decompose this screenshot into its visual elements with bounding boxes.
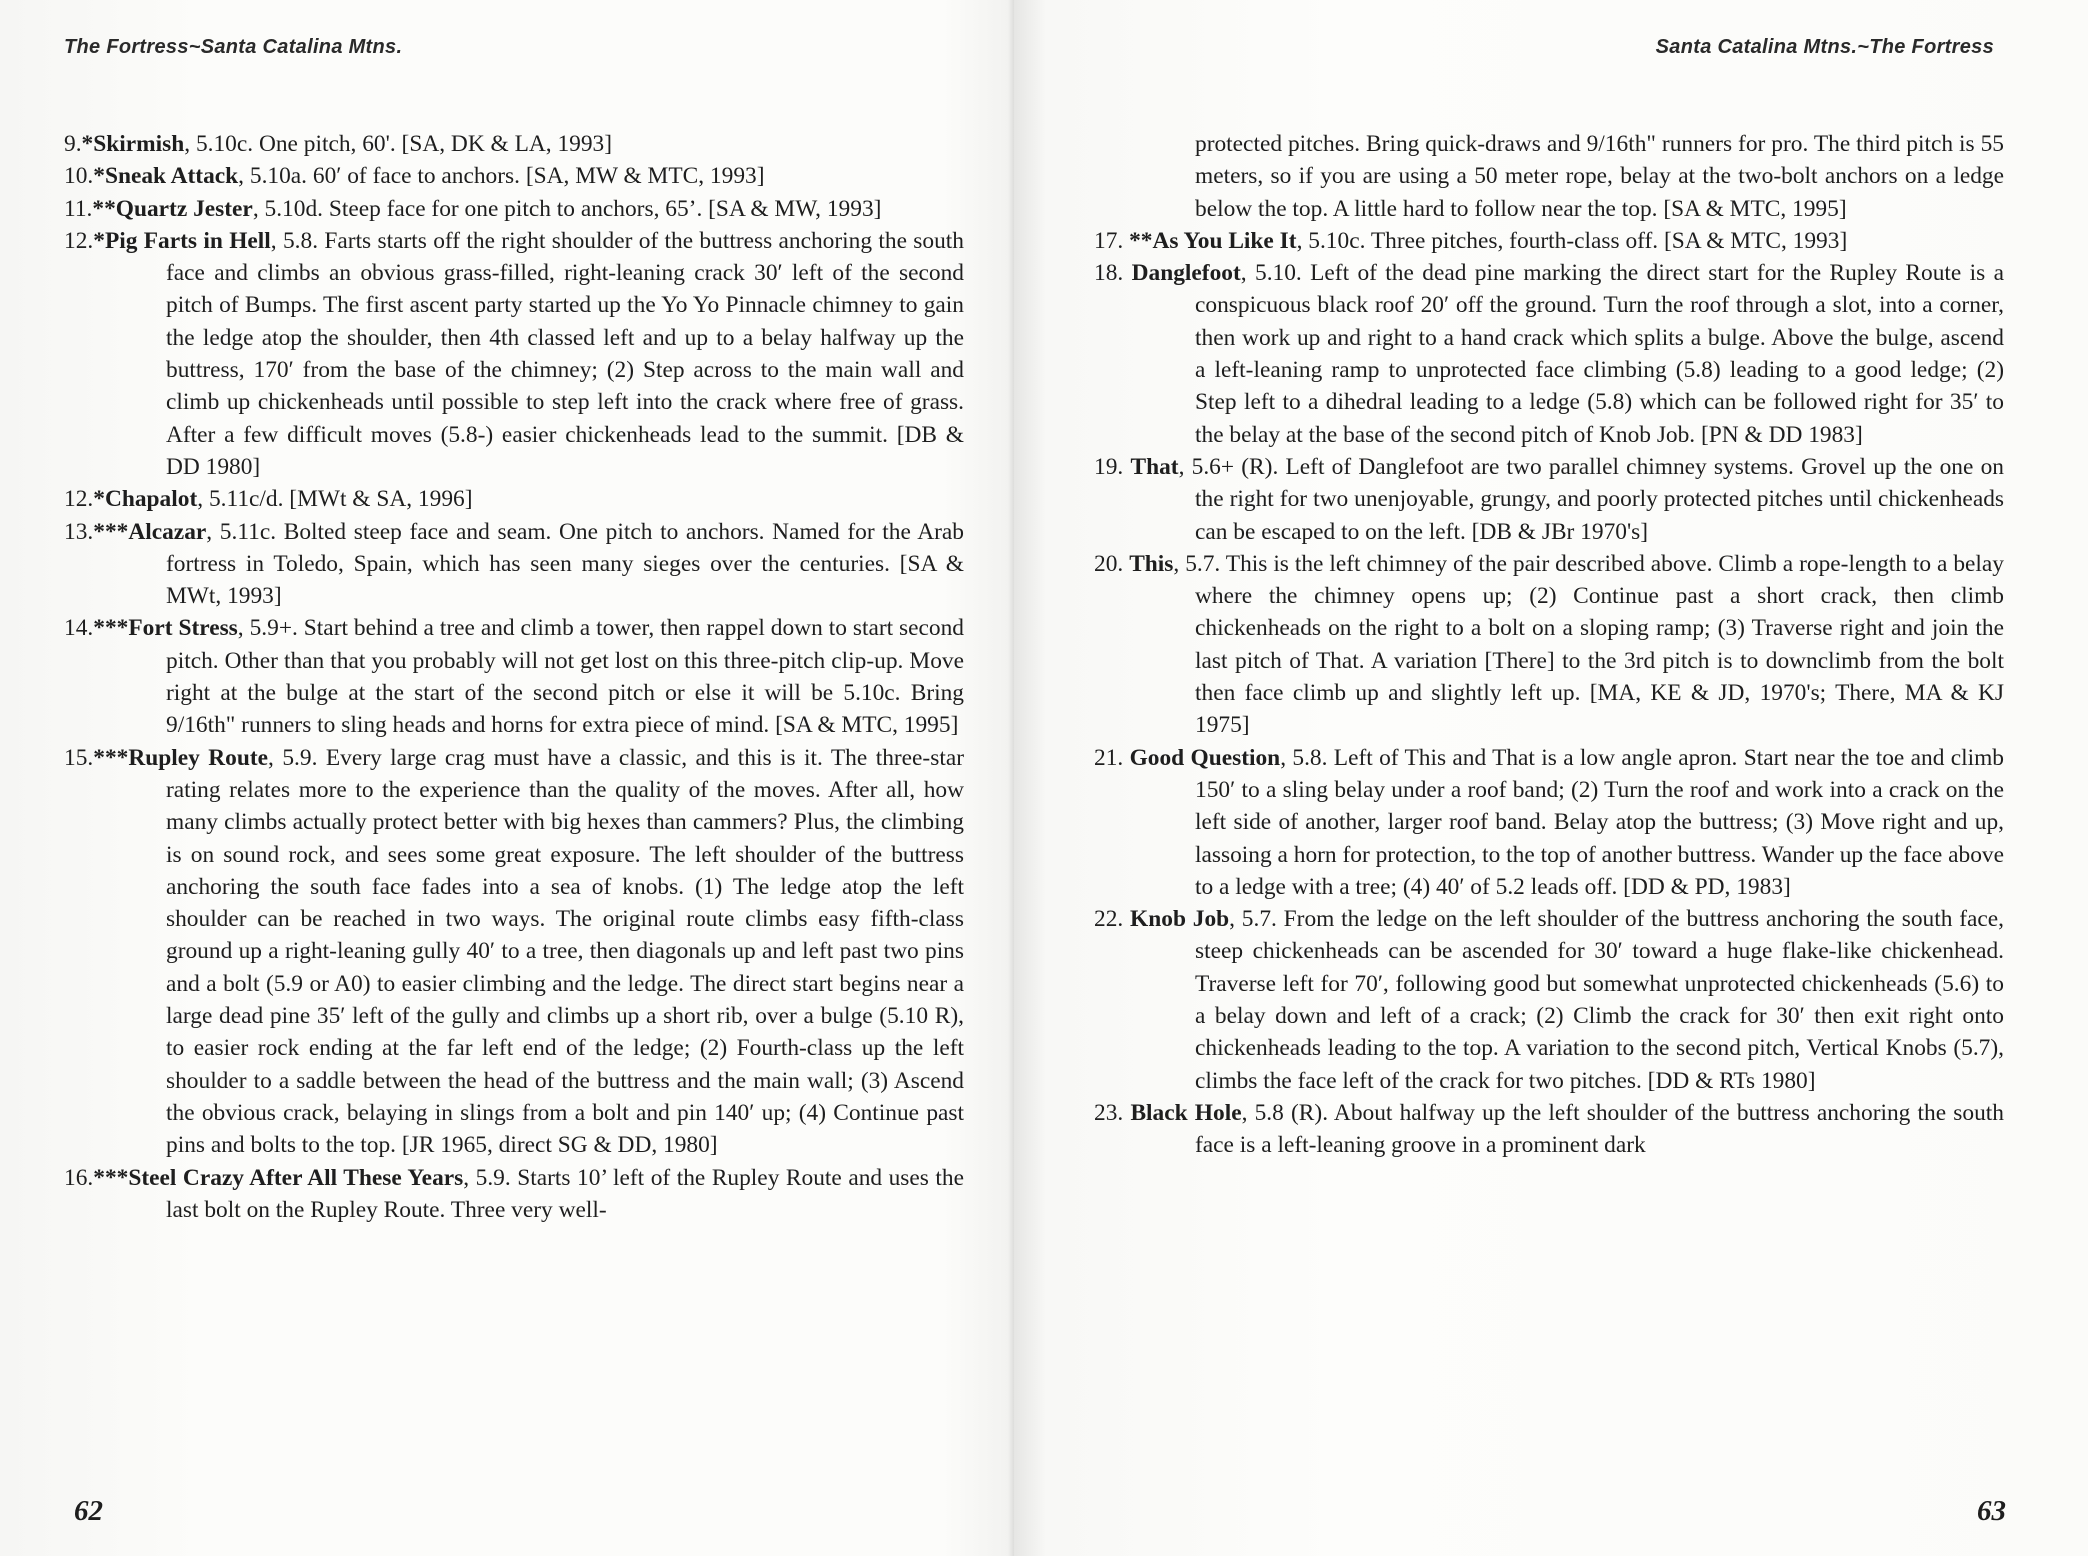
route-entry bbox=[64, 1162, 964, 1227]
route-name: Chapalot bbox=[104, 486, 198, 513]
page-number: 63 bbox=[1977, 1495, 2006, 1527]
route-name: This bbox=[1129, 550, 1174, 577]
route-entry bbox=[64, 742, 964, 1162]
route-number: 21. bbox=[1094, 744, 1124, 771]
route-entry bbox=[64, 612, 964, 741]
route-name: Sneak Attack bbox=[104, 163, 239, 190]
route-description: , 5.11c. Bolted steep face and seam. One pitch to anchors. Named for the Arab fortress in Toledo, Spain, which has seen many sieges over the centuries. [SA & MWt, 1993] bbox=[166, 518, 964, 610]
route-name: Knob Job bbox=[1130, 906, 1230, 933]
route-name: Quartz Jester bbox=[115, 195, 253, 222]
route-name: Rupley Route bbox=[128, 744, 269, 771]
running-head: Santa Catalina Mtns.~The Fortress bbox=[1655, 36, 1994, 58]
route-description: , 5.10c. One pitch, 60'. [SA, DK & LA, 1993] bbox=[184, 131, 613, 157]
route-number: 15. bbox=[64, 744, 94, 771]
route-entry bbox=[1094, 225, 2004, 257]
route-stars: ** bbox=[92, 195, 116, 222]
route-name: Good Question bbox=[1129, 744, 1281, 771]
route-description: , 5.10c. Three pitches, fourth-class off. [SA & MTC, 1993] bbox=[1296, 227, 1848, 254]
route-number: 10. bbox=[64, 163, 94, 190]
route-list bbox=[64, 128, 964, 1226]
route-name: Skirmish bbox=[93, 131, 185, 157]
route-description: , 5.9. Starts 10’ left of the Rupley Route and uses the last bolt on the Rupley Route. Three very well- bbox=[166, 1164, 964, 1223]
route-entry bbox=[1094, 742, 2004, 903]
route-stars: ** bbox=[1129, 227, 1153, 254]
route-name: Danglefoot bbox=[1131, 260, 1241, 287]
route-entry bbox=[1094, 548, 2004, 742]
route-stars: * bbox=[81, 131, 94, 157]
route-description: , 5.10d. Steep face for one pitch to anchors, 65’. [SA & MW, 1993] bbox=[252, 195, 882, 222]
route-list bbox=[1094, 128, 2004, 1162]
route-stars: * bbox=[93, 227, 105, 254]
route-entry bbox=[64, 193, 964, 225]
route-number: 14. bbox=[64, 615, 94, 642]
route-stars: *** bbox=[93, 518, 129, 545]
route-description: , 5.9. Every large crag must have a classic, and this is it. The three-star rating relates more to the experience than the quality of the moves. After all, how many climbs actually protect better with big hexes than cammers? Plus, the climbing is on sound rock, and sees some great exposure. The left shoulder of the buttress anchoring the south face fades into a sea of knobs. (1) The ledge atop the left shoulder can be reached in two ways. The original route climbs easy fifth-class ground up a right-leaning gully 40′ to a tree, then diagonals up and left past two pins and a bolt (5.9 or A0) to easier climbing and the ledge. The direct start begins near a large dead pine 35′ left of the gully and climbs up a short rib, over a bulge (5.10 R), to easier rock ending at the far left end of the ledge; (2) Fourth-class up the left shoulder to a saddle between the head of the buttress and the main wall; (3) Ascend the obvious crack, belaying in slings from a bolt and pin 140′ up; (4) Continue past pins and bolts to the top. [JR 1965, direct SG & DD, 1980] bbox=[166, 744, 964, 1159]
route-entry bbox=[1094, 1097, 2004, 1162]
route-number: 9. bbox=[64, 131, 82, 157]
route-name: Fort Stress bbox=[128, 615, 238, 642]
running-head: The Fortress~Santa Catalina Mtns. bbox=[64, 36, 403, 58]
route-name: Steel Crazy After All These Years bbox=[128, 1164, 464, 1191]
route-number: 19. bbox=[1094, 453, 1124, 480]
route-description: , 5.10a. 60′ of face to anchors. [SA, MW & MTC, 1993] bbox=[238, 163, 765, 190]
route-number: 12. bbox=[64, 227, 94, 254]
route-stars: *** bbox=[93, 744, 129, 771]
route-description: , 5.8. Left of This and That is a low angle apron. Start near the toe and climb 150′ to a sling belay under a roof band; (2) Turn the roof and work into a crack on the left side of another, larger roof band. Belay atop the buttress; (3) Move right and up, lassoing a horn for protection, to the top of another buttress. Wander up the face above to a ledge with a tree; (4) 40′ of 5.2 leads off. [DD & PD, 1983] bbox=[1195, 744, 2005, 900]
route-name: Alcazar bbox=[128, 518, 207, 545]
route-entry bbox=[64, 225, 964, 483]
route-entry bbox=[1094, 257, 2004, 451]
route-number: 20. bbox=[1094, 550, 1124, 577]
route-stars: *** bbox=[93, 615, 129, 642]
route-name: As You Like It bbox=[1152, 227, 1297, 254]
route-description: , 5.11c/d. [MWt & SA, 1996] bbox=[197, 486, 473, 513]
route-number: 22. bbox=[1094, 906, 1124, 933]
route-description: , 5.8 (R). About halfway up the left shoulder of the buttress anchoring the south face is a left-leaning groove in a prominent dark bbox=[1195, 1099, 2004, 1159]
route-name: Pig Farts in Hell bbox=[104, 227, 271, 254]
route-description: , 5.10. Left of the dead pine marking the direct start for the Rupley Route is a conspicuous black roof 20′ off the ground. Turn the roof through a slot, into a corner, then work up and right to a hand crack which splits a bulge. Above the bulge, ascend a left-leaning ramp to unprotected face climbing (5.8) leading to a good ledge; (2) Step left to a dihedral leading to a ledge (5.8) which can be followed right for 35′ to the belay at the base of the second pitch of Knob Job. [PN & DD 1983] bbox=[1195, 260, 2004, 448]
route-number: 11. bbox=[64, 195, 93, 222]
left-page bbox=[0, 0, 1024, 1556]
route-number: 17. bbox=[1094, 227, 1124, 254]
route-description: , 5.6+ (R). Left of Danglefoot are two parallel chimney systems. Grovel up the one on the right for two unenjoyable, grungy, and poorly protected pitches until chickenheads can be escaped to on the left. [DB & JBr 1970's] bbox=[1178, 453, 2004, 545]
page-number: 62 bbox=[74, 1495, 103, 1527]
route-number: 23. bbox=[1094, 1099, 1124, 1126]
route-number: 16. bbox=[64, 1164, 94, 1191]
route-description: , 5.8. Farts starts off the right shoulder of the buttress anchoring the south face and climbs an obvious grass-filled, right-leaning crack 30′ left of the second pitch of Bumps. The first ascent party started up the Yo Yo Pinnacle chimney to gain the ledge atop the shoulder, then 4th classed left and up to a belay halfway up the buttress, 170′ from the base of the chimney; (2) Step across to the main wall and climb up chickenheads until possible to step left into the crack where free of grass. After a few difficult moves (5.8-) easier chickenheads lead to the summit. [DB & DD 1980] bbox=[166, 227, 964, 480]
route-stars: *** bbox=[93, 1164, 129, 1191]
route-name: That bbox=[1130, 453, 1179, 480]
route-entry bbox=[1094, 451, 2004, 548]
continued-paragraph: protected pitches. Bring quick-draws and 9/16th" runners for pro. The third pitch is 55 meters, so if you are using a 50 meter rope, belay at the two-bolt anchors on a ledge below the top. A little hard to follow near the top. [SA & MTC, 1995] bbox=[1195, 131, 2004, 222]
route-entry bbox=[1094, 903, 2004, 1097]
route-description: , 5.7. This is the left chimney of the pair described above. Climb a rope-length to a belay where the chimney opens up; (2) Continue past a short crack, then climb chickenheads on the right to a bolt on a sloping ramp; (3) Traverse right and join the last pitch of That. A variation [There] to the 3rd pitch is to downclimb from the bolt then face climb up and slightly left up. [MA, KE & JD, 1970's; There, MA & KJ 1975] bbox=[1173, 550, 2004, 739]
route-number: 12. bbox=[64, 486, 94, 513]
route-entry bbox=[64, 516, 964, 613]
route-stars: * bbox=[93, 486, 105, 513]
route-entry bbox=[64, 128, 964, 160]
route-description: , 5.7. From the ledge on the left shoulder of the buttress anchoring the south face, steep chickenheads can be ascended for 30′ toward a huge flake-like chickenhead. Traverse left for 70′, following good but somewhat unprotected chickenheads (5.6) to a belay down and left of a crack; (2) Climb the crack for 30′ then exit right onto chickenheads leading to the top. A variation to the second pitch, Vertical Knobs (5.7), climbs the face left of the crack for two pitches. [DD & RTs 1980] bbox=[1195, 906, 2004, 1094]
route-number: 13. bbox=[64, 518, 94, 545]
route-number: 18. bbox=[1094, 260, 1124, 287]
route-entry bbox=[64, 483, 964, 515]
route-stars: * bbox=[93, 163, 105, 190]
route-description: , 5.9+. Start behind a tree and climb a tower, then rappel down to start second pitch. Other than that you probably will not get lost on this three-pitch clip-up. Move right at the bulge at the start of the second pitch or else it will be 5.10c. Bring 9/16th" runners to sling heads and horns for extra piece of mind. [SA & MTC, 1995] bbox=[166, 615, 965, 739]
route-entry bbox=[64, 160, 964, 192]
route-name: Black Hole bbox=[1130, 1099, 1242, 1126]
